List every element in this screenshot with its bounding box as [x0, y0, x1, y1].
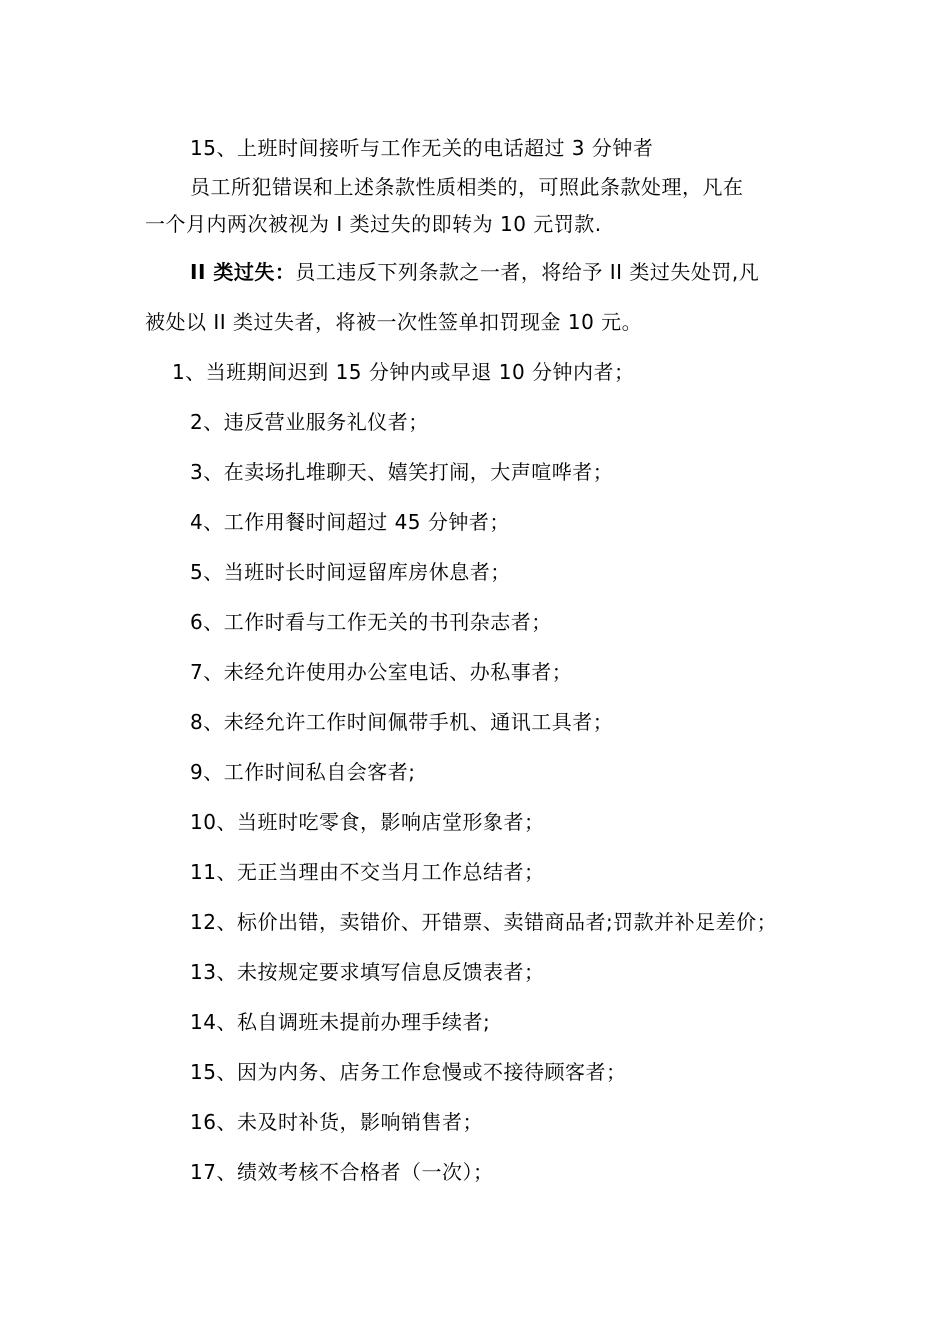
list-item: 12、标价出错，卖错价、开错票、卖错商品者;罚款并补足差价； — [190, 910, 778, 934]
list-item: 2、违反营业服务礼仪者； — [190, 410, 429, 434]
list-item: 4、工作用餐时间超过 45 分钟者； — [190, 510, 510, 534]
section-text: 员工违反下列条款之一者，将给予 II 类过失处罚,凡 — [295, 260, 760, 284]
list-item: 6、工作时看与工作无关的书刊杂志者； — [190, 610, 552, 634]
list-item: 8、未经允许工作时间佩带手机、通讯工具者； — [190, 710, 614, 734]
section-paragraph-line-2: 被处以 II 类过失者，将被一次性签单扣罚现金 10 元。 — [145, 310, 643, 334]
list-item: 5、当班时长时间逗留库房休息者； — [190, 560, 511, 584]
list-item: 3、在卖场扎堆聊天、嬉笑打闹，大声喧哗者； — [190, 460, 614, 484]
section-paragraph-line-1 — [190, 258, 759, 286]
intro-item: 15、上班时间接听与工作无关的电话超过 3 分钟者 — [190, 136, 654, 160]
list-item: 7、未经允许使用办公室电话、办私事者； — [190, 660, 573, 684]
list-item: 1、当班期间迟到 15 分钟内或早退 10 分钟内者； — [172, 360, 635, 384]
list-item: 9、工作时间私自会客者; — [190, 760, 416, 784]
list-item: 14、私自调班未提前办理手续者; — [190, 1010, 491, 1034]
list-item: 15、因为内务、店务工作怠慢或不接待顾客者； — [190, 1060, 627, 1084]
list-item: 13、未按规定要求填写信息反馈表者； — [190, 960, 545, 984]
list-item: 11、无正当理由不交当月工作总结者； — [190, 860, 545, 884]
note-line-2: 一个月内两次被视为 I 类过失的即转为 10 元罚款. — [145, 212, 602, 236]
list-item: 17、绩效考核不合格者（一次）； — [190, 1160, 494, 1184]
list-item: 16、未及时补货，影响销售者； — [190, 1110, 483, 1134]
section-heading: II 类过失： — [190, 260, 296, 284]
list-item: 10、当班时吃零食，影响店堂形象者； — [190, 810, 545, 834]
note-line-1: 员工所犯错误和上述条款性质相类的，可照此条款处理，凡在 — [190, 175, 744, 199]
